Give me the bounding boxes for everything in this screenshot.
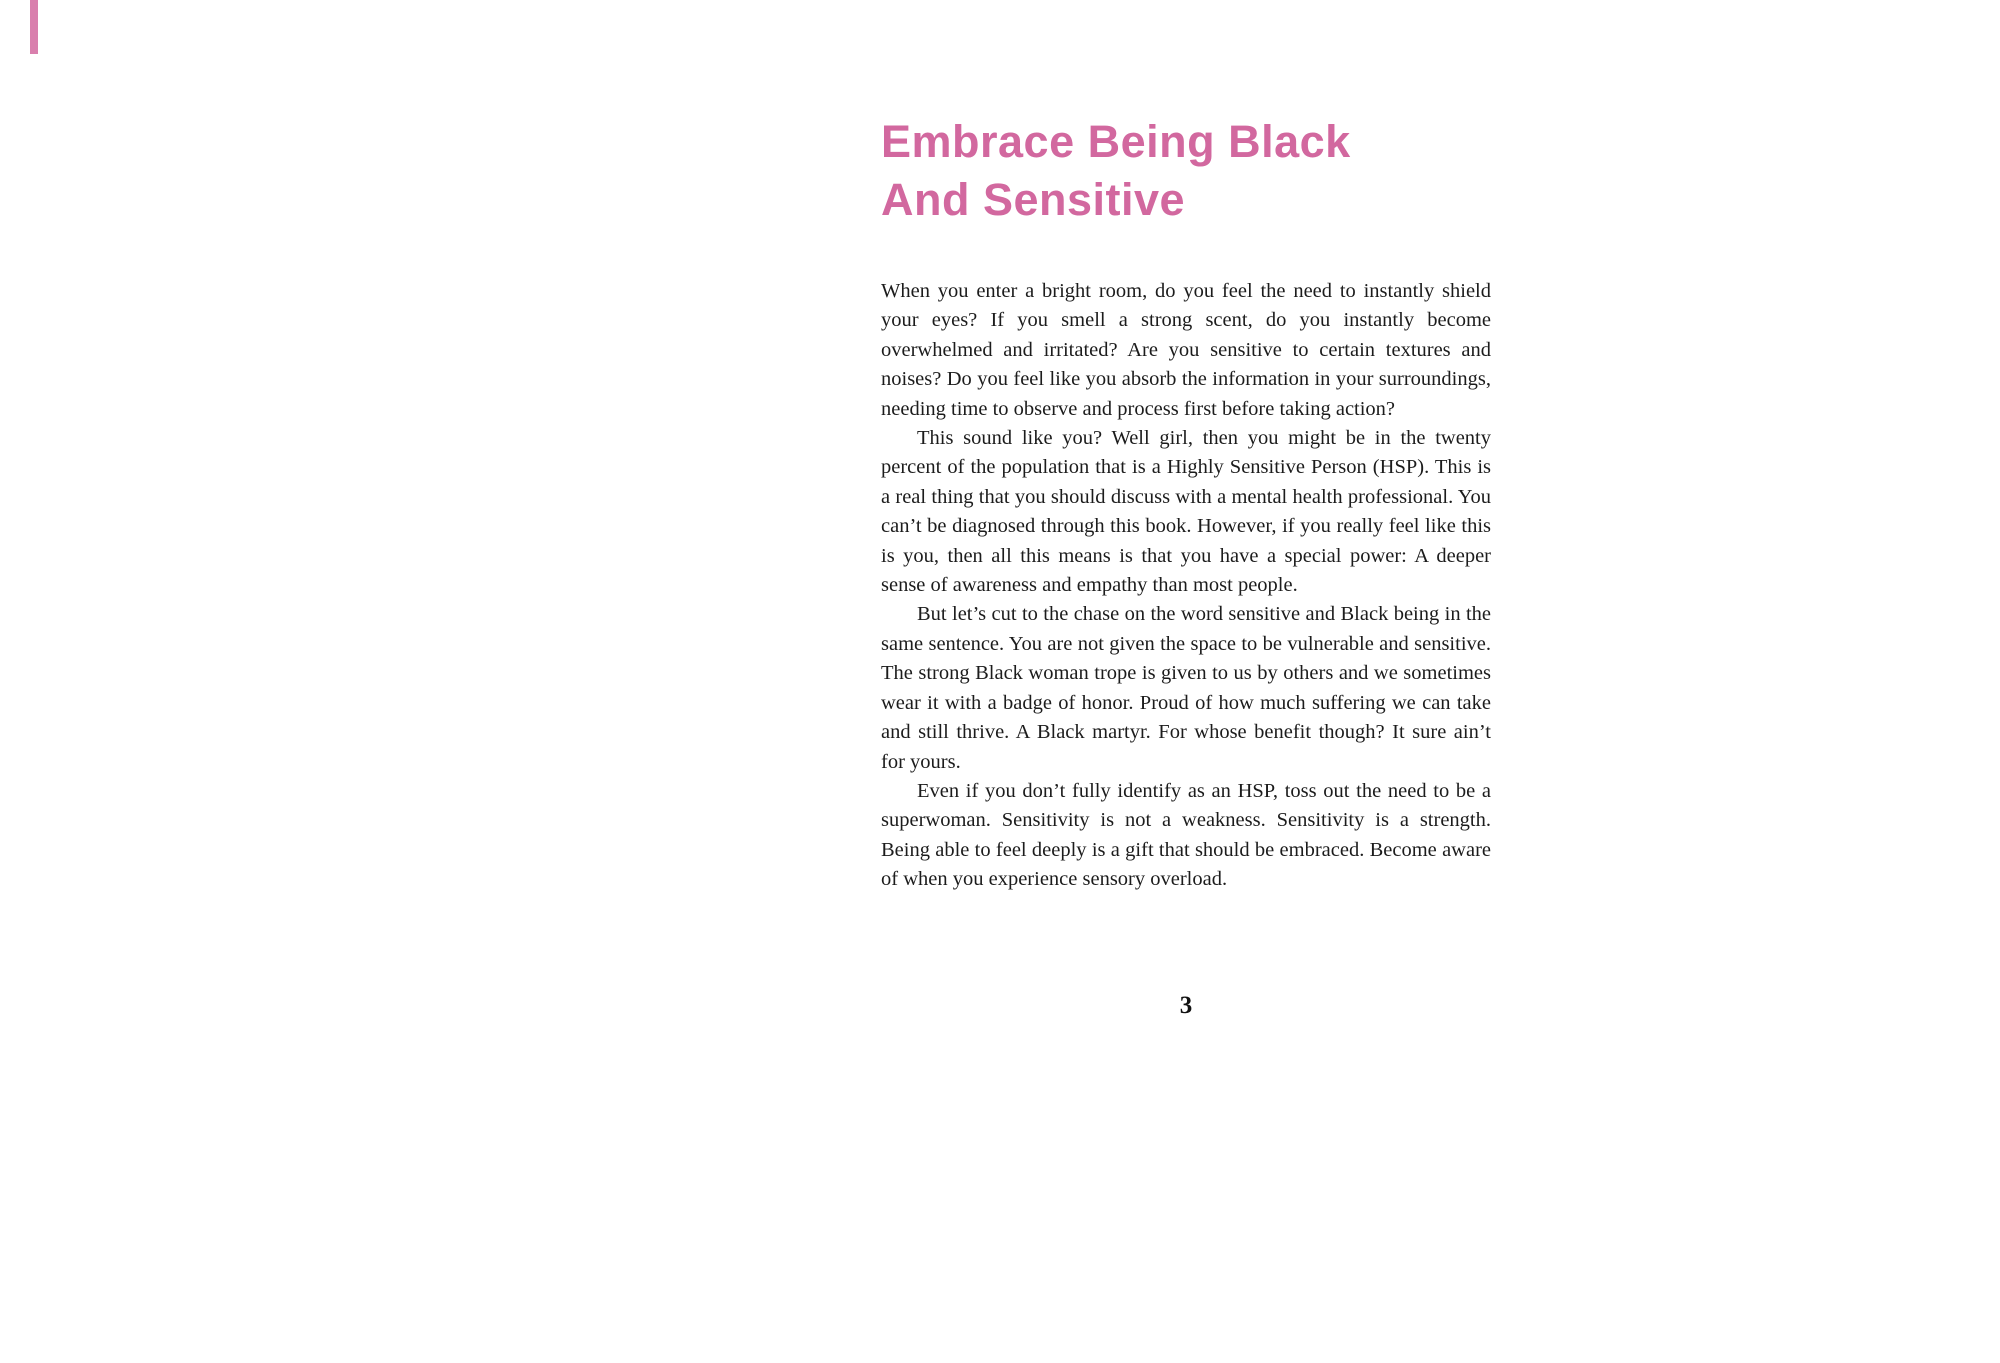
chapter-title-line2: And Sensitive: [881, 174, 1186, 225]
paragraph: Even if you don’t fully identify as an HSP, toss out the need to be a superwoman. Sensitivity is not a weakness. Sensitivity is a strength. Being able to feel deeply is a gift that should be embraced. Become aware of when you experience sensory overload.: [881, 779, 1491, 891]
page-number: 3: [1179, 992, 1193, 1019]
chapter-title-line1: Embrace Being Black: [881, 116, 1351, 167]
right-page: [881, 113, 1491, 895]
body-text: [881, 277, 1491, 895]
paragraph: This sound like you? Well girl, then you might be in the twenty percent of the population that is a Highly Sensitive Person (HSP). This is a real thing that you should discuss with a mental health professional. You can’t be diagnosed through this book. However, if you really feel like this is you, then all this means is that you have a special power: A deeper sense of awareness and empathy than most people.: [881, 427, 1491, 597]
paragraph: When you enter a bright room, do you feel the need to instantly shield your eyes? If you smell a strong scent, do you instantly become overwhelmed and irritated? Are you sensitive to certain textures and noises? Do you feel like you absorb the information in your surroundings, needing time to observe and process first before taking action?: [881, 280, 1491, 420]
paragraph: But let’s cut to the chase on the word sensitive and Black being in the same sentence. You are not given the space to be vulnerable and sensitive. The strong Black woman trope is given to us by others and we sometimes wear it with a badge of honor. Proud of how much suffering we can take and still thrive. A Black martyr. For whose benefit though? It sure ain’t for yours.: [881, 603, 1491, 773]
chapter-title: [881, 113, 1491, 229]
book-edge-mark: [30, 0, 38, 54]
